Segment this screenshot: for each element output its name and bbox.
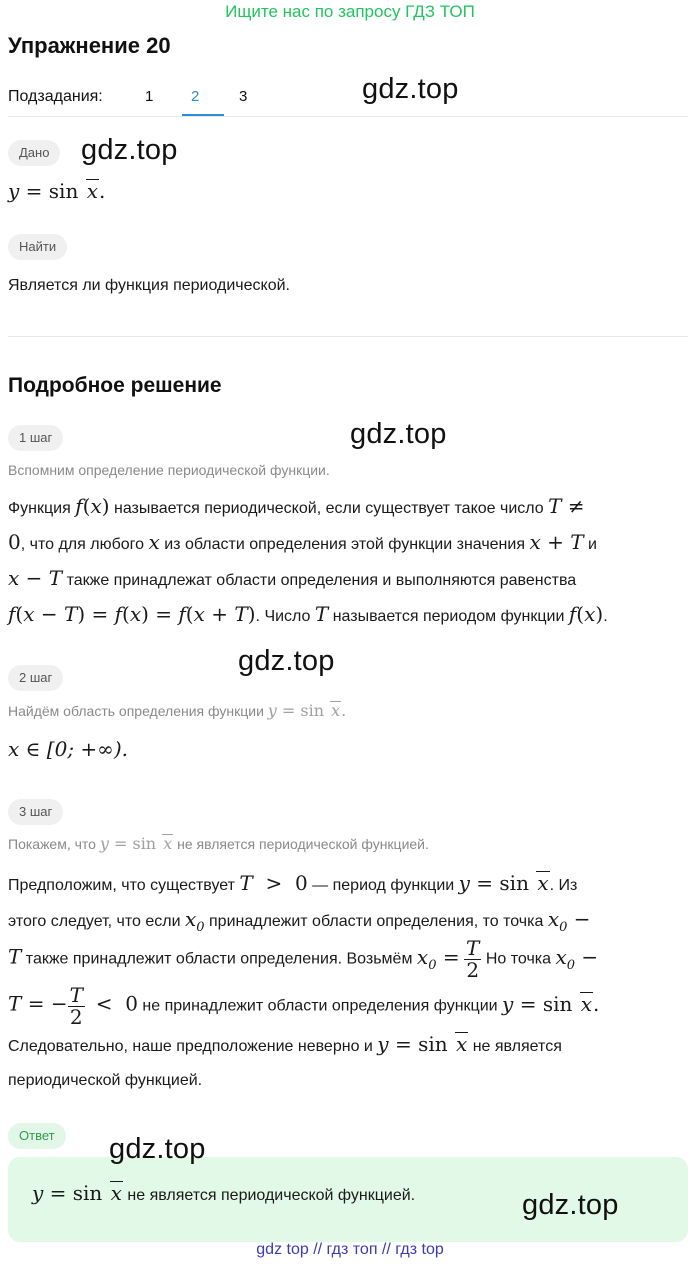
- given-badge: Дано: [8, 140, 60, 166]
- watermark: gdz.top: [522, 1189, 619, 1221]
- step-2-domain: x ∈ [0; +∞).: [8, 737, 128, 761]
- subtasks-label: Подзадания:: [8, 88, 103, 105]
- step-3-line-4: T = − $\frac{T}{2}$ < 0 не принадлежит области определения функции y = sin x.: [8, 983, 600, 1029]
- watermark: gdz.top: [81, 134, 178, 166]
- step-1-line-4: f(x − T) = f(x) = f(x + T). Число T называется периодом функции f(x).: [8, 602, 608, 626]
- subtasks-tabs: [8, 86, 688, 116]
- step-3-badge: 3 шаг: [8, 799, 63, 825]
- step-2-badge: 2 шаг: [8, 665, 63, 691]
- page-title: Упражнение 20: [8, 33, 171, 58]
- step-3-line-1: Предположим, что существует T > 0 — период функции y = sin x. Из: [8, 871, 578, 895]
- watermark: gdz.top: [350, 418, 447, 450]
- step-3-line-3: T также принадлежит области определения. Возьмём $x_0$ = $\frac{T}{2}$ Но точка $x_0$ −: [8, 936, 599, 982]
- footer-links[interactable]: gdz top // гдз топ // гдз top: [256, 1241, 444, 1258]
- step-1-line-1: Функция f(x) называется периодической, если существует такое число T ≠: [8, 494, 585, 518]
- step-1-line-3: x − T также принадлежат области определения и выполняются равенства: [8, 566, 577, 590]
- find-question: Является ли функция периодической.: [8, 277, 290, 294]
- solution-title: Подробное решение: [8, 374, 222, 397]
- step-1-badge: 1 шаг: [8, 425, 63, 451]
- step-3-line-2: этого следует, что если $x_0$ принадлежит области определения, то точка $x_0$ −: [8, 907, 591, 935]
- divider: [8, 116, 688, 117]
- step-1-line-2: 0, что для любого x из области определения этой функции значения x + T и: [8, 530, 597, 554]
- step-2-hint: Найдём область определения функции y = sin x.: [8, 701, 347, 720]
- answer-badge: Ответ: [8, 1123, 66, 1149]
- tab-subtask-3[interactable]: 3: [239, 88, 248, 105]
- given-formula: y = sin x.: [8, 179, 106, 203]
- step-3-line-5: Следовательно, наше предположение неверно и y = sin x не является: [8, 1032, 562, 1056]
- find-badge: Найти: [8, 234, 67, 260]
- step-3-hint: Покажем, что y = sin x не является периодической функцией.: [8, 834, 429, 853]
- step-1-hint: Вспомним определение периодической функции.: [8, 462, 330, 478]
- watermark: gdz.top: [362, 73, 459, 105]
- watermark: gdz.top: [109, 1133, 206, 1165]
- tab-subtask-1[interactable]: 1: [145, 88, 154, 105]
- tab-subtask-2[interactable]: 2: [191, 88, 200, 105]
- step-3-line-6: периодической функцией.: [8, 1072, 203, 1089]
- divider: [8, 336, 688, 337]
- promo-banner[interactable]: Ищите нас по запросу ГДЗ ТОП: [225, 2, 475, 21]
- watermark: gdz.top: [238, 645, 335, 677]
- answer-text: y = sin x не является периодической функцией.: [32, 1181, 416, 1205]
